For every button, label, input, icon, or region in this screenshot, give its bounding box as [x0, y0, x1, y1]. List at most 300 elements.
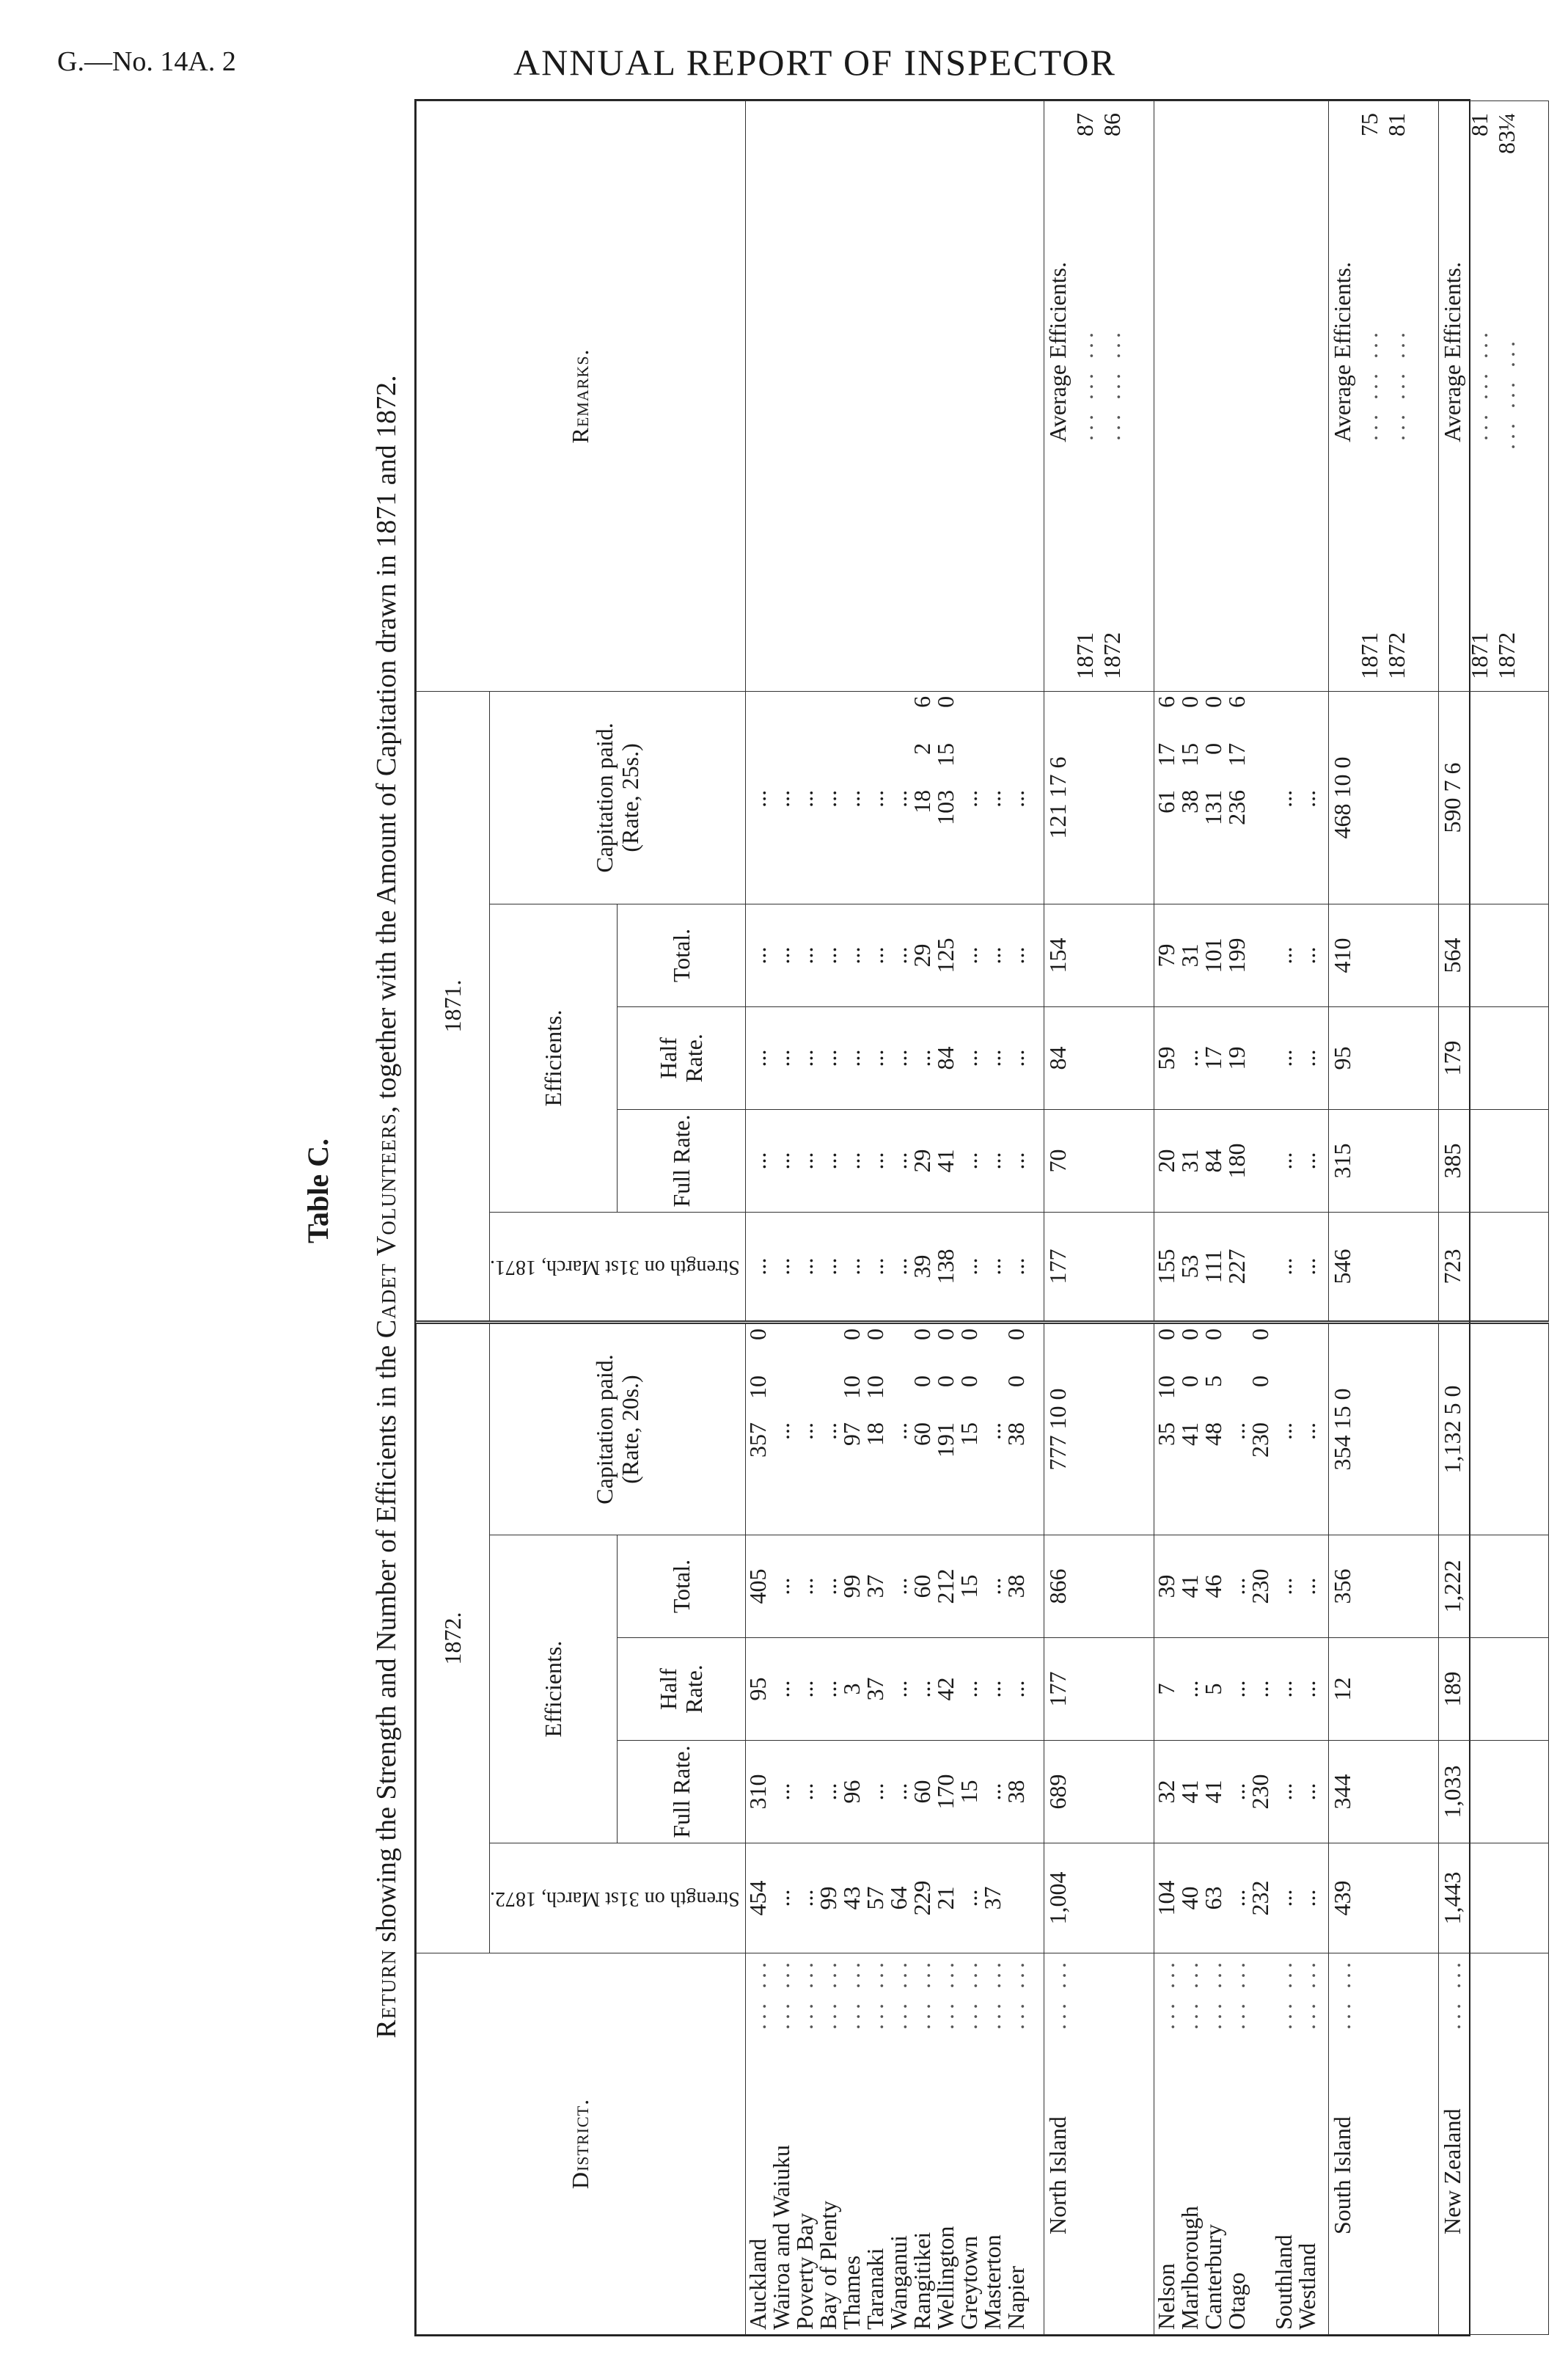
half-rate-1872-value: ...: [884, 1680, 912, 1698]
district-name: Westland ... ...: [1293, 1958, 1320, 2330]
total-1871-value: 29: [908, 943, 935, 968]
half-rate-1871-value: ...: [814, 1049, 841, 1067]
district-cell: [1154, 1953, 1328, 2335]
full-rate-1871-value: ...: [814, 1152, 841, 1170]
north-island-half-1871: 84: [1044, 1006, 1154, 1109]
total-1872-list: [1154, 1540, 1319, 1633]
district-name: Poverty Bay ... ...: [791, 1958, 818, 2330]
half-rate-1871-value: ...: [791, 1049, 818, 1067]
full-rate-1872-value: ...: [884, 1783, 912, 1801]
district-name: Southland ... ...: [1270, 1958, 1297, 2330]
full-rate-1872-cell: [1154, 1741, 1328, 1843]
strength-1871-value: 227: [1223, 1249, 1250, 1284]
half-rate-1872-value: 7: [1152, 1683, 1179, 1695]
capitation-1872-value: ...: [884, 1422, 912, 1440]
half-rate-1872-value: ...: [1002, 1680, 1029, 1698]
full-rate-1871-cell: [1154, 1109, 1328, 1212]
strength-1872-list: [746, 1848, 1027, 1948]
district-name: Greytown ... ...: [955, 1958, 982, 2330]
half-rate-1871-cell: [745, 1006, 1044, 1109]
total-1872-cell: [745, 1535, 1044, 1638]
half-rate-1871-value: ...: [1270, 1049, 1297, 1067]
half-rate-1871-value: ...: [1293, 1049, 1320, 1067]
total-1872-value: 99: [838, 1574, 865, 1598]
half-rate-1872-value: ...: [1270, 1680, 1297, 1698]
total-1871-value: 199: [1223, 937, 1250, 973]
south-island-half-1872: 12: [1328, 1638, 1438, 1741]
capitation-1871-cell: [745, 691, 1044, 904]
district-list: [746, 1958, 1027, 2330]
full-rate-1872-value: 41: [1199, 1780, 1226, 1804]
strength-1871-value: ...: [978, 1257, 1005, 1276]
capitation-1871-value: 131 0 0: [1199, 695, 1226, 825]
full-rate-1871-value: 29: [908, 1149, 935, 1173]
strength-1872-value: 40: [1176, 1886, 1203, 1910]
north-island-total-1872: 866: [1044, 1535, 1154, 1638]
col-efficients-1872: Efficients.: [490, 1535, 618, 1843]
north-island-full-1872: 689: [1044, 1741, 1154, 1843]
capitation-1871-value: [1248, 696, 1272, 899]
full-rate-1872-value: 60: [908, 1780, 935, 1804]
full-rate-1872-value: 32: [1152, 1780, 1179, 1804]
total-1872-value: 37: [861, 1574, 888, 1598]
full-rate-1871-value: ...: [744, 1152, 771, 1170]
strength-1871-value: 111: [1199, 1249, 1226, 1284]
total-1872-list: [746, 1540, 1027, 1633]
north-island-remarks: [1044, 101, 1154, 692]
strength-1871-value: 53: [1176, 1254, 1203, 1279]
total-1872-value: ...: [1270, 1577, 1297, 1595]
return-table: [414, 99, 1520, 2336]
caption-tail: , together with the Amount of Capitation drawn in 1871 and 1872.: [371, 375, 402, 1114]
col-total-1871: Total.: [618, 904, 745, 1006]
strength-1872-value: 99: [814, 1886, 841, 1910]
total-1872-value: ...: [884, 1577, 912, 1595]
full-rate-1871-value: ...: [767, 1152, 794, 1170]
total-1871-value: 79: [1152, 943, 1179, 968]
capitation-1871-value: ...: [1002, 789, 1029, 808]
capitation-1872-list: [1154, 1328, 1319, 1530]
half-rate-1872-value: ...: [908, 1680, 935, 1698]
strength-1872-value: ...: [1270, 1889, 1297, 1907]
capitation-1871-list: [1154, 696, 1319, 899]
south-island-half-1871: 95: [1328, 1006, 1438, 1109]
full-rate-1872-value: ...: [1270, 1783, 1297, 1801]
half-rate-1871-list: [746, 1012, 1027, 1105]
total-1872-value: ...: [978, 1577, 1005, 1595]
new-zealand-cap-1871: 590 7 6: [1438, 691, 1548, 904]
half-rate-1872-value: 37: [861, 1677, 888, 1701]
half-rate-1871-value: ...: [1002, 1049, 1029, 1067]
strength-1872-value: 57: [861, 1886, 888, 1910]
total-1872-value: ...: [767, 1577, 794, 1595]
half-rate-1872-value: ...: [791, 1680, 818, 1698]
south-island-total-row: [1328, 101, 1438, 2335]
capitation-1871-value: ...: [978, 789, 1005, 808]
full-rate-1872-value: 15: [955, 1780, 982, 1804]
full-rate-1871-value: [1248, 1114, 1272, 1207]
strength-1871-value: ...: [744, 1257, 771, 1276]
new-zealand-full-1871: 385: [1438, 1109, 1548, 1212]
full-rate-1872-value: 230: [1246, 1774, 1273, 1810]
south-island-cap-1871: 468 10 0: [1328, 691, 1438, 904]
half-rate-1872-cell: [745, 1638, 1044, 1741]
strength-1871-value: [1248, 1217, 1272, 1316]
south-island-remarks-line: 1871 ... ... ... 75: [1355, 113, 1382, 679]
new-zealand-total-1871: 564: [1438, 904, 1548, 1006]
total-1872-value: 230: [1246, 1568, 1273, 1604]
half-rate-1872-value: 3: [838, 1683, 865, 1695]
half-rate-1871-value: 19: [1223, 1046, 1250, 1070]
col-full-rate-1872: Full Rate.: [618, 1741, 745, 1843]
total-1872-value: 405: [744, 1568, 771, 1604]
strength-1871-value: ...: [767, 1257, 794, 1276]
full-rate-1872-value: ...: [767, 1783, 794, 1801]
table-label: Table C.: [301, 1138, 334, 1243]
total-1872-value: ...: [814, 1577, 841, 1595]
district-name: [1248, 1958, 1272, 2330]
south-island-strength-1871: 546: [1328, 1212, 1438, 1322]
strength-1871-value: ...: [955, 1257, 982, 1276]
capitation-1872-cell: [1154, 1322, 1328, 1535]
total-1871-value: ...: [1293, 946, 1320, 965]
capitation-1871-value: ...: [744, 789, 771, 808]
strength-1872-value: 37: [978, 1886, 1005, 1910]
caption-text: showing the Strength and Number of Efficients in the: [371, 1338, 402, 1950]
north-island-strength-1871: 177: [1044, 1212, 1154, 1322]
full-rate-1871-list: [1154, 1114, 1319, 1207]
col-strength-1872: Strength on 31st March, 1872.: [490, 1843, 746, 1953]
half-rate-1871-value: [1248, 1012, 1272, 1105]
north-island-total-label: [1044, 1953, 1154, 2335]
table-caption: [370, 84, 403, 2329]
full-rate-1872-value: ...: [978, 1783, 1005, 1801]
half-rate-1872-value: ...: [1293, 1680, 1320, 1698]
strength-1871-cell: [745, 1212, 1044, 1322]
district-name: Wellington ... ...: [931, 1958, 959, 2330]
total-1872-value: 212: [931, 1568, 959, 1604]
north-island-rows: [745, 101, 1044, 2335]
half-rate-1872-value: ...: [1223, 1680, 1250, 1698]
total-1871-value: ...: [1002, 946, 1029, 965]
col-full-rate-1871: Full Rate.: [618, 1109, 745, 1212]
south-island-total-1872: 356: [1328, 1535, 1438, 1638]
strength-1871-cell: [1154, 1212, 1328, 1322]
new-zealand-remarks-heading: Average Efficients.: [1438, 262, 1465, 442]
full-rate-1872-cell: [745, 1741, 1044, 1843]
capitation-1871-value: ...: [838, 789, 865, 808]
district-name: Masterton ... ...: [978, 1958, 1005, 2330]
total-1871-list: [1154, 909, 1319, 1002]
capitation-1872-value: ...: [1293, 1422, 1320, 1440]
full-rate-1871-cell: [745, 1109, 1044, 1212]
col-year-1871: 1871.: [417, 691, 490, 1322]
new-zealand-cap-1872: 1,132 5 0: [1438, 1322, 1548, 1535]
half-rate-1872-value: 42: [931, 1677, 959, 1701]
south-island-label-line: South Island ... ...: [1328, 1958, 1355, 2234]
strength-1871-value: ...: [791, 1257, 818, 1276]
half-rate-1872-value: ...: [814, 1680, 841, 1698]
caption-lead: Return: [371, 1949, 402, 2039]
total-1872-cell: [1154, 1535, 1328, 1638]
full-rate-1871-value: ...: [955, 1152, 982, 1170]
strength-1872-cell: [745, 1843, 1044, 1953]
capitation-1872-value: ...: [978, 1422, 1005, 1440]
full-rate-1871-value: 180: [1223, 1143, 1250, 1179]
capitation-1872-value: 48 5 0: [1199, 1328, 1226, 1446]
north-island-total-row: [1044, 101, 1154, 2335]
new-zealand-strength-1872: 1,443: [1438, 1843, 1548, 1953]
new-zealand-remarks: [1438, 101, 1548, 692]
north-island-cap-1872: 777 10 0: [1044, 1322, 1154, 1535]
capitation-1872-list: [746, 1328, 1027, 1530]
half-rate-1871-value: ...: [955, 1049, 982, 1067]
capitation-1871-value: ...: [767, 789, 794, 808]
half-rate-1871-value: ...: [1176, 1049, 1203, 1067]
district-list: [1154, 1958, 1319, 2330]
half-rate-1872-value: ...: [978, 1680, 1005, 1698]
south-island-strength-1872: 439: [1328, 1843, 1438, 1953]
capitation-1872-value: ...: [791, 1422, 818, 1440]
half-rate-1872-value: ...: [767, 1680, 794, 1698]
district-name: Wanganui ... ...: [884, 1958, 912, 2330]
capitation-1871-list: [746, 696, 1027, 899]
strength-1872-value: 63: [1199, 1886, 1226, 1910]
south-island-full-1871: 315: [1328, 1109, 1438, 1212]
strength-1871-list: [746, 1217, 1027, 1316]
half-rate-1871-cell: [1154, 1006, 1328, 1109]
capitation-1872-value: ...: [1223, 1422, 1250, 1440]
district-name: Nelson ... ...: [1152, 1958, 1179, 2330]
south-island-total-label: [1328, 1953, 1438, 2335]
strength-1872-value: ...: [1223, 1889, 1250, 1907]
strength-1872-value: 229: [908, 1880, 935, 1916]
remarks-cell: [1154, 101, 1328, 692]
col-efficients-1871: Efficients.: [490, 904, 618, 1212]
strength-1871-value: ...: [861, 1257, 888, 1276]
new-zealand-total-row: [1438, 101, 1548, 2335]
capitation-1871-value: 236 17 6: [1223, 695, 1250, 825]
page-number: G.—No. 14A. 2: [57, 46, 236, 77]
full-rate-1872-value: 170: [931, 1774, 959, 1810]
half-rate-1871-value: ...: [884, 1049, 912, 1067]
strength-1872-value: ...: [767, 1889, 794, 1907]
col-strength-1871: Strength on 31st March, 1871.: [490, 1212, 746, 1322]
strength-1872-value: ...: [1293, 1889, 1320, 1907]
capitation-1871-cell: [1154, 691, 1328, 904]
capitation-1871-value: 103 15 0: [931, 695, 959, 825]
full-rate-1871-value: ...: [1293, 1152, 1320, 1170]
half-rate-1871-value: ...: [978, 1049, 1005, 1067]
total-1871-cell: [745, 904, 1044, 1006]
north-island-label-line: North Island ... ...: [1044, 1958, 1071, 2234]
total-1871-value: ...: [767, 946, 794, 965]
strength-1871-value: ...: [884, 1257, 912, 1276]
remarks-cell: [745, 101, 1044, 692]
full-rate-1871-value: 20: [1152, 1149, 1179, 1173]
half-rate-1871-value: ...: [908, 1049, 935, 1067]
district-name: Rangitikei ... ...: [908, 1958, 935, 2330]
capitation-1871-value: ...: [884, 789, 912, 808]
full-rate-1872-value: ...: [861, 1783, 888, 1801]
strength-1871-value: 155: [1152, 1249, 1179, 1284]
full-rate-1871-value: ...: [791, 1152, 818, 1170]
north-island-remarks-line: 1871 ... ... ... 87: [1071, 113, 1098, 679]
full-rate-1872-value: 310: [744, 1774, 771, 1810]
south-island-remarks: [1328, 101, 1438, 692]
strength-1871-value: ...: [1293, 1257, 1320, 1276]
total-1871-cell: [1154, 904, 1328, 1006]
full-rate-1872-value: ...: [791, 1783, 818, 1801]
full-rate-1872-list: [746, 1745, 1027, 1838]
full-rate-1871-value: 84: [1199, 1149, 1226, 1173]
strength-1872-cell: [1154, 1843, 1328, 1953]
total-1872-value: 15: [955, 1574, 982, 1598]
col-remarks: Remarks.: [417, 101, 746, 692]
north-island-strength-1872: 1,004: [1044, 1843, 1154, 1953]
full-rate-1871-value: 31: [1176, 1149, 1203, 1173]
capitation-1872-value: ...: [1270, 1422, 1297, 1440]
south-island-rows: [1154, 101, 1328, 2335]
total-1872-value: ...: [1223, 1577, 1250, 1595]
total-1872-value: 38: [1002, 1574, 1029, 1598]
half-rate-1871-value: ...: [838, 1049, 865, 1067]
page-title: ANNUAL REPORT OF INSPECTOR: [513, 42, 1116, 83]
total-1871-value: 125: [931, 937, 959, 973]
capitation-1871-value: ...: [1270, 789, 1297, 808]
capitation-1872-value: ...: [814, 1422, 841, 1440]
total-1871-value: 101: [1199, 937, 1226, 973]
capitation-1872-value: 60 0 0: [908, 1328, 935, 1446]
half-rate-1871-value: ...: [861, 1049, 888, 1067]
total-1871-value: ...: [884, 946, 912, 965]
strength-1872-value: ...: [791, 1889, 818, 1907]
full-rate-1871-value: ...: [1270, 1152, 1297, 1170]
half-rate-1871-value: ...: [744, 1049, 771, 1067]
strength-1871-value: ...: [1270, 1257, 1297, 1276]
half-rate-1872-value: ...: [1246, 1680, 1273, 1698]
strength-1872-value: 454: [744, 1880, 771, 1916]
full-rate-1871-value: ...: [978, 1152, 1005, 1170]
total-1872-value: 46: [1199, 1574, 1226, 1598]
new-zealand-remarks-line: 1871 ... ... ... 81: [1465, 113, 1492, 679]
col-year-1872: 1872.: [417, 1322, 490, 1953]
district-name: Taranaki ... ...: [861, 1958, 888, 2330]
capitation-1872-value: 97 10 0: [838, 1328, 865, 1446]
half-rate-1872-value: ...: [1176, 1680, 1203, 1698]
full-rate-1872-value: 38: [1002, 1780, 1029, 1804]
strength-1871-value: ...: [814, 1257, 841, 1276]
total-1872-value: ...: [791, 1577, 818, 1595]
capitation-1871-value: ...: [955, 789, 982, 808]
capitation-1871-value: ...: [861, 789, 888, 808]
capitation-1872-value: 191 0 0: [931, 1328, 959, 1458]
total-1871-value: ...: [955, 946, 982, 965]
capitation-1872-value: 41 0 0: [1176, 1328, 1203, 1446]
col-half-rate-1872: Half Rate.: [618, 1638, 745, 1741]
strength-1872-value: 232: [1246, 1880, 1273, 1916]
strength-1871-value: 138: [931, 1249, 959, 1284]
full-rate-1871-value: ...: [861, 1152, 888, 1170]
north-island-half-1872: 177: [1044, 1638, 1154, 1741]
strength-1872-list: [1154, 1848, 1319, 1948]
total-1872-value: 39: [1152, 1574, 1179, 1598]
district-name: Wairoa and Waiuku ... ...: [767, 1958, 794, 2330]
capitation-1872-value: 15 0 0: [955, 1328, 982, 1446]
capitation-1872-value: 357 10 0: [744, 1328, 771, 1458]
full-rate-1871-value: 41: [931, 1149, 959, 1173]
strength-1872-value: 21: [931, 1886, 959, 1910]
new-zealand-strength-1871: 723: [1438, 1212, 1548, 1322]
half-rate-1872-list: [746, 1642, 1027, 1736]
south-island-remarks-heading: Average Efficients.: [1328, 262, 1355, 442]
total-1871-value: ...: [978, 946, 1005, 965]
district-cell: [745, 1953, 1044, 2335]
north-island-cap-1871: 121 17 6: [1044, 691, 1154, 904]
capitation-1872-value: 35 10 0: [1152, 1328, 1179, 1446]
total-1872-value: 41: [1176, 1574, 1203, 1598]
total-1871-value: ...: [744, 946, 771, 965]
half-rate-1872-value: 5: [1199, 1683, 1226, 1695]
full-rate-1871-value: ...: [838, 1152, 865, 1170]
new-zealand-remarks-line: 1872 ... ... ... 83¼: [1492, 113, 1520, 679]
full-rate-1872-value: 41: [1176, 1780, 1203, 1804]
half-rate-1871-list: [1154, 1012, 1319, 1105]
half-rate-1872-list: [1154, 1642, 1319, 1736]
capitation-1871-value: ...: [791, 789, 818, 808]
district-name: Napier ... ...: [1002, 1958, 1029, 2330]
half-rate-1871-value: 59: [1152, 1046, 1179, 1070]
new-zealand-total-1872: 1,222: [1438, 1535, 1548, 1638]
full-rate-1871-list: [746, 1114, 1027, 1207]
full-rate-1872-list: [1154, 1745, 1319, 1838]
south-island-remarks-line: 1872 ... ... ... 81: [1382, 113, 1410, 679]
capitation-1871-value: 18 2 6: [908, 695, 935, 814]
rotated-table-page: [44, 55, 1520, 2358]
strength-1871-value: ...: [838, 1257, 865, 1276]
district-name: Otago ... ...: [1223, 1958, 1250, 2330]
capitation-1871-value: ...: [1293, 789, 1320, 808]
district-name: Canterbury ... ...: [1199, 1958, 1226, 2330]
half-rate-1872-value: ...: [955, 1680, 982, 1698]
south-island-total-1871: 410: [1328, 904, 1438, 1006]
strength-1871-list: [1154, 1217, 1319, 1316]
strength-1872-value: 43: [838, 1886, 865, 1910]
strength-1871-value: 39: [908, 1254, 935, 1279]
total-1871-value: ...: [791, 946, 818, 965]
north-island-full-1871: 70: [1044, 1109, 1154, 1212]
strength-1871-value: ...: [1002, 1257, 1029, 1276]
capitation-1872-value: 18 10 0: [861, 1328, 888, 1446]
district-name: Bay of Plenty ... ...: [814, 1958, 841, 2330]
total-1871-value: [1248, 909, 1272, 1002]
col-total-1872: Total.: [618, 1535, 745, 1638]
total-1871-value: ...: [814, 946, 841, 965]
new-zealand-half-1871: 179: [1438, 1006, 1548, 1109]
capitation-1871-value: ...: [814, 789, 841, 808]
strength-1872-value: 64: [884, 1886, 912, 1910]
district-name: Marlborough ... ...: [1176, 1958, 1203, 2330]
new-zealand-total-label: [1438, 1953, 1548, 2335]
south-island-full-1872: 344: [1328, 1741, 1438, 1843]
total-1872-value: ...: [1293, 1577, 1320, 1595]
col-capitation-1871: Capitation paid. (Rate, 25s.): [490, 691, 746, 904]
half-rate-1871-value: 17: [1199, 1046, 1226, 1070]
full-rate-1872-value: ...: [1293, 1783, 1320, 1801]
north-island-total-1871: 154: [1044, 904, 1154, 1006]
half-rate-1871-value: ...: [767, 1049, 794, 1067]
capitation-1872-value: ...: [767, 1422, 794, 1440]
